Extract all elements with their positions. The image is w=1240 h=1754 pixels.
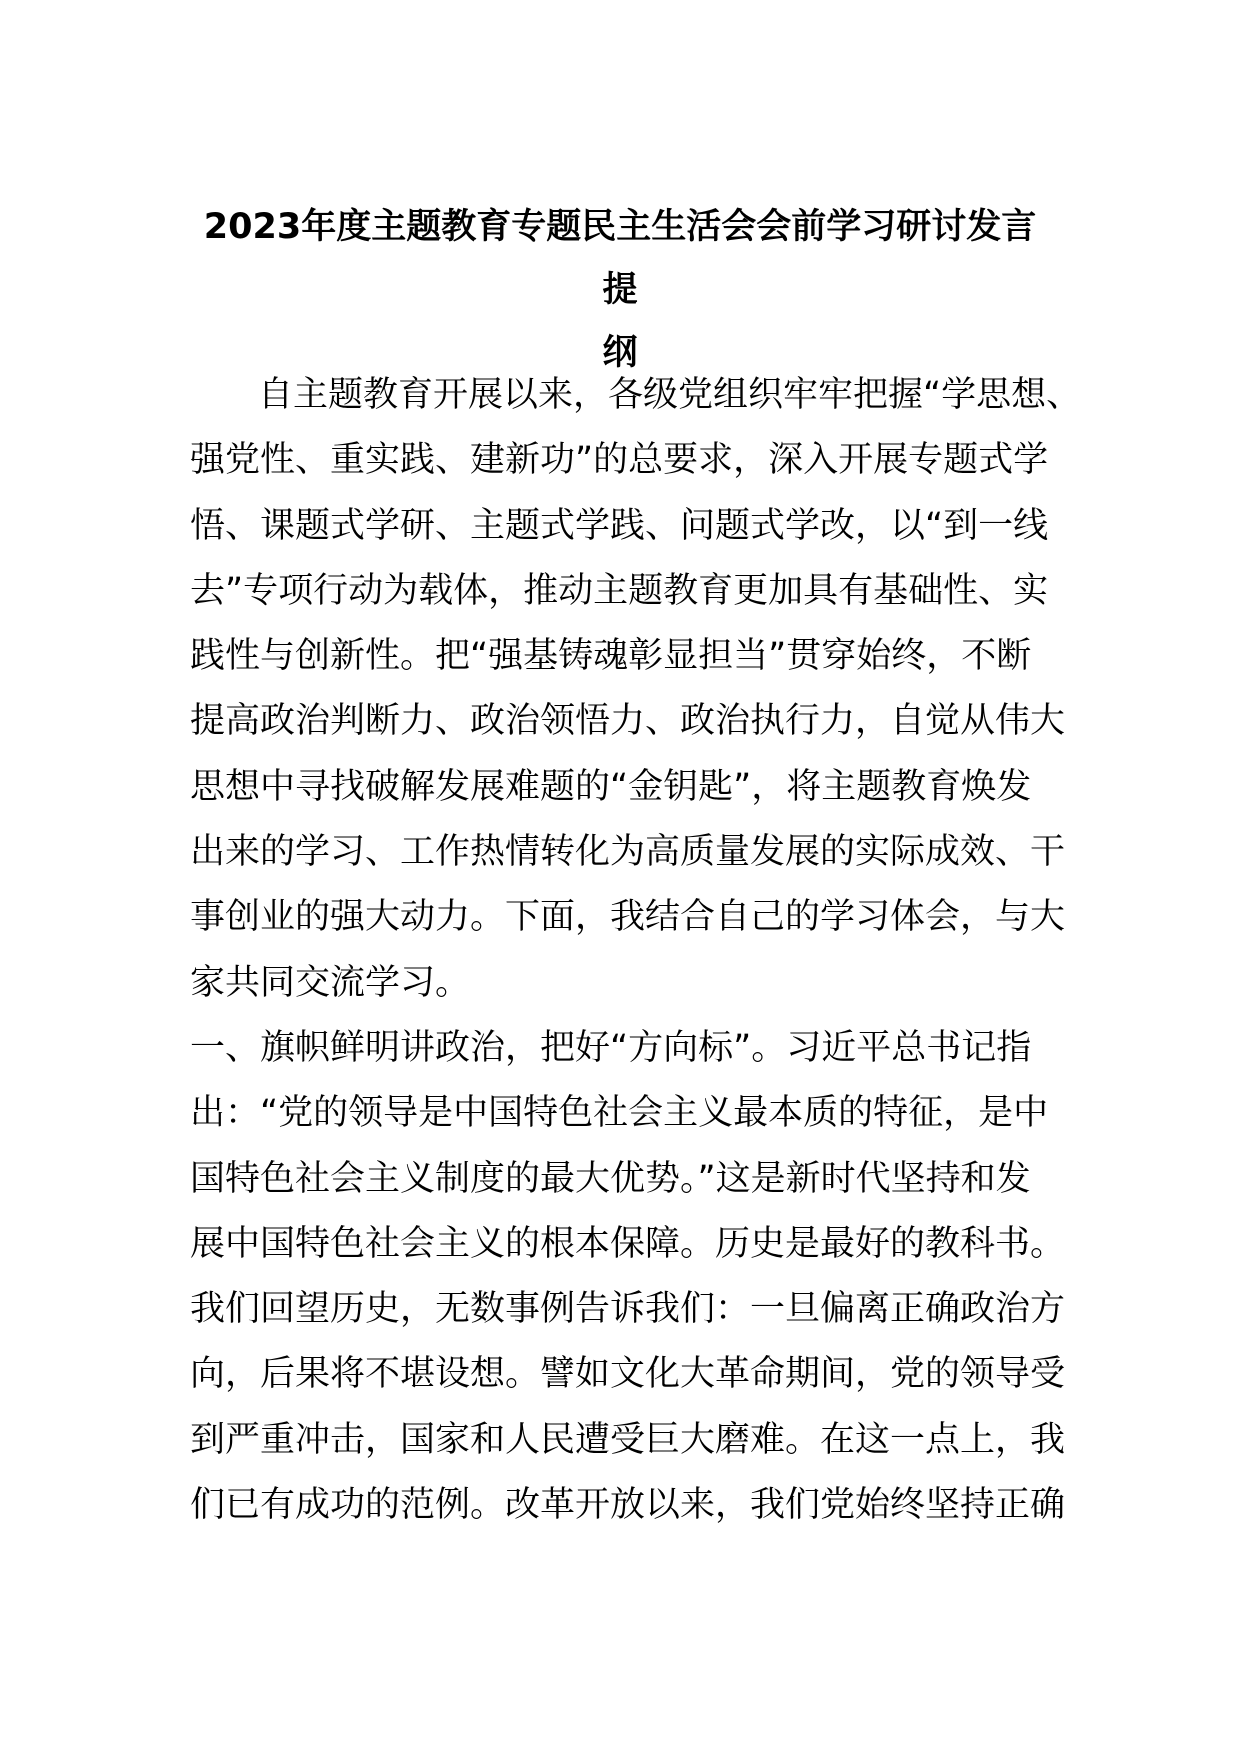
paragraph-line: 强党性、重实践、建新功”的总要求，深入开展专题式学	[190, 440, 1049, 481]
title-line-1: 2023年度主题教育专题民主生活会会前学习研讨发言提	[203, 207, 1037, 310]
paragraph-line: 国特色社会主义制度的最大优势。”这是新时代坚持和发	[190, 1158, 1031, 1199]
paragraph-line-text: 自主题教育开展以来，各级党组织牢牢把握“学思想、	[258, 375, 1082, 415]
paragraph-line: 向，后果将不堪设想。譬如文化大革命期间，党的领导受	[190, 1354, 1066, 1395]
paragraph-line	[190, 363, 1082, 428]
paragraph-line: 悟、课题式学研、主题式学践、问题式学改，以“到一线	[190, 505, 1049, 546]
paragraph-line: 事创业的强大动力。下面，我结合自己的学习体会，与大	[190, 897, 1066, 938]
paragraph-line: 践性与创新性。把“强基铸魂彰显担当”贯穿始终，不断	[190, 636, 1032, 677]
paragraph-line: 我们回望历史，无数事例告诉我们：一旦偏离正确政治方	[190, 1289, 1066, 1330]
paragraph-line: 出来的学习、工作热情转化为高质量发展的实际成效、干	[190, 832, 1066, 873]
title-line-2: 纲	[602, 333, 638, 373]
paragraph-line: 到严重冲击，国家和人民遭受巨大磨难。在这一点上，我	[190, 1419, 1066, 1460]
document-body	[190, 363, 1082, 1538]
paragraph-line: 去”专项行动为载体，推动主题教育更加具有基础性、实	[190, 570, 1049, 611]
document-title	[190, 196, 1050, 385]
section-heading-line: 一、旗帜鲜明讲政治，把好“方向标”。习近平总书记指	[190, 1027, 1032, 1068]
paragraph-line: 展中国特色社会主义的根本保障。历史是最好的教科书。	[190, 1223, 1066, 1264]
paragraph-line: 提高政治判断力、政治领悟力、政治执行力，自觉从伟大	[190, 701, 1066, 742]
paragraph-line: 家共同交流学习。	[190, 962, 471, 1003]
paragraph-line: 出：“党的领导是中国特色社会主义最本质的特征，是中	[190, 1093, 1049, 1134]
paragraph-line: 思想中寻找破解发展难题的“金钥匙”，将主题教育焕发	[190, 766, 1032, 807]
paragraph-line: 们已有成功的范例。改革开放以来，我们党始终坚持正确	[190, 1485, 1066, 1526]
